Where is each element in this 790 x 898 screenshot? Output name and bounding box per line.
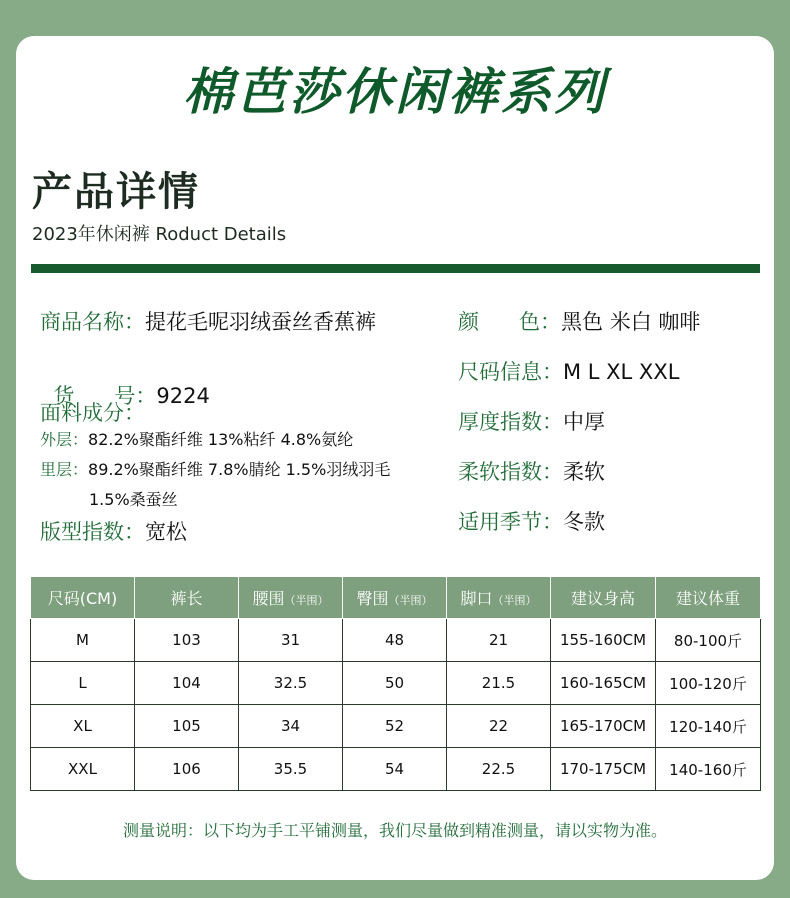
- header-weight: 建议体重: [656, 577, 761, 619]
- item-number-label: 货 号：: [53, 384, 157, 408]
- table-cell: 105: [135, 705, 239, 748]
- table-cell: 100-120斤: [656, 662, 761, 705]
- color-label: 颜 色：: [458, 310, 562, 334]
- header-height: 建议身高: [551, 577, 656, 619]
- header-length: 裤长: [135, 577, 239, 619]
- inner-layer-value-2: 1.5%桑蚕丝: [89, 490, 178, 509]
- product-name-value: 提花毛呢羽绒蚕丝香蕉裤: [145, 310, 376, 334]
- table-cell: 32.5: [239, 662, 343, 705]
- section-subtitle: 2023年休闲裤 Roduct Details: [32, 224, 287, 245]
- inner-layer-row: [40, 457, 390, 480]
- table-cell: 54: [343, 748, 447, 791]
- fabric-label: 面料成分：: [40, 401, 145, 425]
- size-table: [30, 576, 761, 791]
- fit-label: 版型指数：: [40, 520, 145, 544]
- divider-bar: [31, 264, 760, 273]
- size-info-label: 尺码信息：: [458, 360, 563, 384]
- table-cell: 21: [447, 619, 551, 662]
- fabric-label-row: [40, 397, 145, 427]
- thickness-label: 厚度指数：: [458, 410, 563, 434]
- table-cell: 34: [239, 705, 343, 748]
- product-name-label: 商品名称：: [40, 310, 145, 334]
- softness-value: 柔软: [563, 460, 605, 484]
- header-hem-label: 脚口: [460, 589, 493, 608]
- header-waist-half-note: （半围）: [284, 594, 329, 607]
- section-title: 产品详情: [32, 169, 200, 215]
- outer-layer-label: 外层：: [40, 430, 89, 449]
- header-hem: [447, 577, 551, 619]
- table-cell: 104: [135, 662, 239, 705]
- fit-row: [40, 516, 187, 546]
- table-cell: 140-160斤: [656, 748, 761, 791]
- color-value: 黑色 米白 咖啡: [561, 310, 701, 334]
- table-cell: 48: [343, 619, 447, 662]
- brand-title: 棉芭莎休闲裤系列: [183, 63, 607, 121]
- table-cell: 22.5: [447, 748, 551, 791]
- size-info-value: M L XL XXL: [563, 360, 680, 384]
- season-value: 冬款: [563, 510, 605, 534]
- season-row: [458, 506, 605, 536]
- softness-label: 柔软指数：: [458, 460, 563, 484]
- header-waist-label: 腰围: [252, 589, 285, 608]
- table-cell: XL: [31, 705, 135, 748]
- thickness-value: 中厚: [563, 410, 605, 434]
- softness-row: [458, 456, 605, 486]
- product-name-row: [40, 306, 376, 336]
- table-cell: XXL: [31, 748, 135, 791]
- inner-layer-row-2: [89, 487, 178, 510]
- header-hip: [343, 577, 447, 619]
- outer-layer-row: [40, 427, 353, 450]
- table-cell: 106: [135, 748, 239, 791]
- table-cell: 52: [343, 705, 447, 748]
- table-cell: 21.5: [447, 662, 551, 705]
- table-cell: 160-165CM: [551, 662, 656, 705]
- thickness-row: [458, 406, 605, 436]
- table-header-row: [31, 577, 761, 619]
- table-row: [31, 705, 761, 748]
- header-hip-half-note: （半围）: [388, 594, 433, 607]
- size-info-row: [458, 356, 679, 386]
- table-cell: 35.5: [239, 748, 343, 791]
- outer-layer-value: 82.2%聚酯纤维 13%粘纤 4.8%氨纶: [88, 430, 354, 449]
- inner-layer-label: 里层：: [40, 460, 89, 479]
- header-size: 尺码(CM): [31, 577, 135, 619]
- inner-layer-value: 89.2%聚酯纤维 7.8%腈纶 1.5%羽绒羽毛: [88, 460, 391, 479]
- table-cell: 31: [239, 619, 343, 662]
- table-cell: 80-100斤: [656, 619, 761, 662]
- table-cell: 22: [447, 705, 551, 748]
- table-row: [31, 748, 761, 791]
- header-hem-half-note: （半围）: [492, 594, 537, 607]
- header-waist: [239, 577, 343, 619]
- table-row: [31, 619, 761, 662]
- measurement-note: 测量说明：以下均为手工平铺测量，我们尽量做到精准测量，请以实物为准。: [122, 821, 667, 840]
- color-row: [458, 306, 700, 336]
- fit-value: 宽松: [145, 520, 187, 544]
- table-cell: 50: [343, 662, 447, 705]
- header-hip-label: 臀围: [356, 589, 389, 608]
- table-row: [31, 662, 761, 705]
- table-cell: M: [31, 619, 135, 662]
- table-cell: 120-140斤: [656, 705, 761, 748]
- item-number-value: 9224: [156, 384, 210, 408]
- table-cell: 103: [135, 619, 239, 662]
- table-cell: 170-175CM: [551, 748, 656, 791]
- table-cell: 165-170CM: [551, 705, 656, 748]
- table-cell: 155-160CM: [551, 619, 656, 662]
- table-cell: L: [31, 662, 135, 705]
- season-label: 适用季节：: [458, 510, 563, 534]
